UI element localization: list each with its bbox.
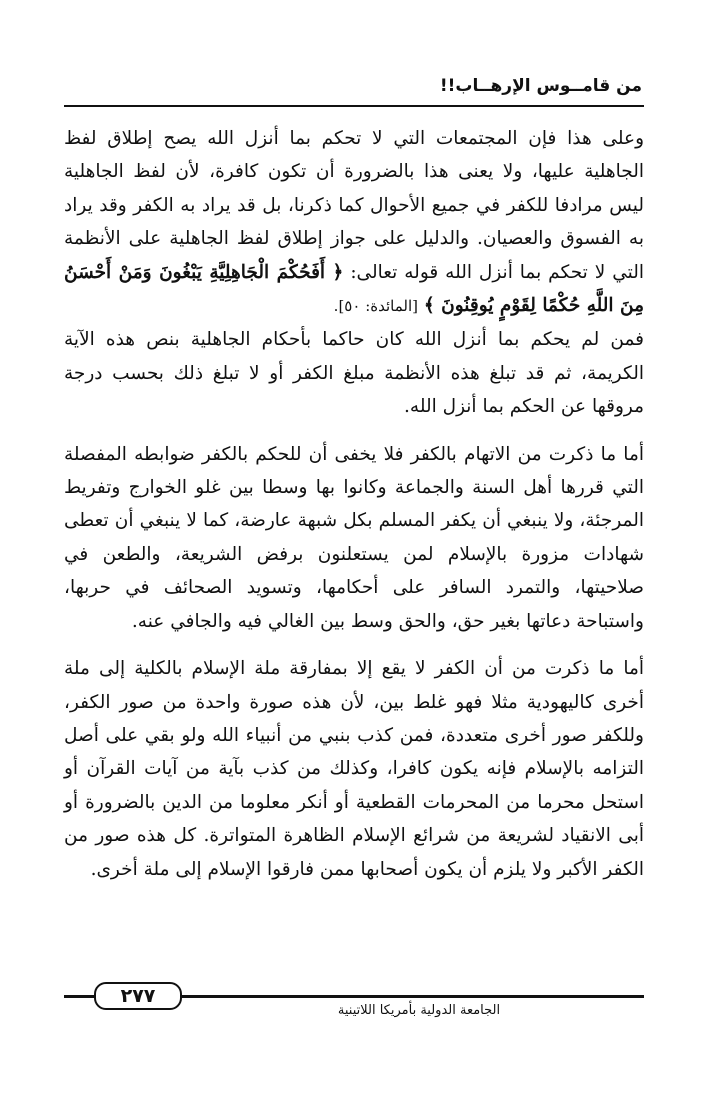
- running-header-title: من قامــوس الإرهــاب!!: [439, 76, 642, 96]
- header-divider: [64, 105, 644, 107]
- paragraph-2: فمن لم يحكم بما أنزل الله كان حاكما بأحكام الجاهلية بنص هذه الآية الكريمة، ثم قد تبلغ هذه الأنظمة مبلغ الكفر أو لا تبلغ ذلك بحسب درجة مروقها عن الحكم بما أنزل الله.: [64, 329, 644, 418]
- footer-rule-right: [182, 995, 644, 998]
- footer-caption: الجامعة الدولية بأمريكا اللاتينية: [337, 1003, 501, 1018]
- paragraph-4: أما ما ذكرت من أن الكفر لا يقع إلا بمفارقة ملة الإسلام بالكلية إلى ملة أخرى كاليهودية مثلا فهو غلط بين، لأن هذه صورة واحدة من صور الكفر، وللكفر صور أخرى متعددة، فمن كذب بنبي من أنبياء الله ولو بقي على أصل التزامه بالإسلام فإنه يكون كافرا، وكذلك من كذب بآية من آيات القرآن أو استحل محرما من المحرمات القطعية أو أنكر معلوما من الدين بالضرورة أو أبى الانقياد لشريعة من شرائع الإسلام الظاهرة المتواترة. كل هذه صور من الكفر الأكبر ولا يلزم أن يكون أصحابها ممن فارقوا الإسلام إلى ملة أخرى.: [64, 658, 644, 880]
- paragraph-3: أما ما ذكرت من الاتهام بالكفر فلا يخفى أن للحكم بالكفر ضوابطه المفصلة التي قررها أهل السنة والجماعة وكانوا بها وسطا بين غلو الخوارج وتفريط المرجئة، ولا ينبغي أن يكفر المسلم بكل شبهة عارضة، كما لا ينبغي أن تعطى شهادات مزورة بالإسلام لمن يستعلنون برفض الشريعة، والطعن في صلاحيتها، والتمرد السافر على أحكامها، وتسويد الصحائف في حربها، واستباحة دعاتها بغير حق، والحق وسط بين الغالي فيه والجافي عنه.: [64, 443, 644, 632]
- page-body: [64, 122, 644, 886]
- footer-rule-left: [64, 995, 94, 998]
- quran-verse: ﴿ أَفَحُكْمَ الْجَاهِلِيَّةِ يَبْغُونَ وَمَنْ أَحْسَنُ مِنَ اللَّهِ حُكْمًا لِقَوْمٍ يُوقِنُونَ ﴾: [64, 261, 644, 317]
- page-footer: [64, 985, 644, 1020]
- verse-reference: [المائدة: ٥٠].: [333, 297, 418, 316]
- paragraph-1: [64, 122, 644, 323]
- page-number: ٢٧٧: [94, 982, 182, 1010]
- paragraph-1-text: وعلى هذا فإن المجتمعات التي لا تحكم بما أنزل الله يصح إطلاق لفظ الجاهلية عليها، ولا يعنى هذا بالضرورة أن تكون كافرة، لأن لفظ الجاهلية ليس مرادفا للكفر في جميع الأحوال كما ذكرنا، بل قد يراد به الكفر وقد يراد به الفسوق والعصيان. والدليل على جواز إطلاق لفظ الجاهلية على الأنظمة التي لا تحكم بما أنزل الله قوله تعالى:: [64, 128, 644, 283]
